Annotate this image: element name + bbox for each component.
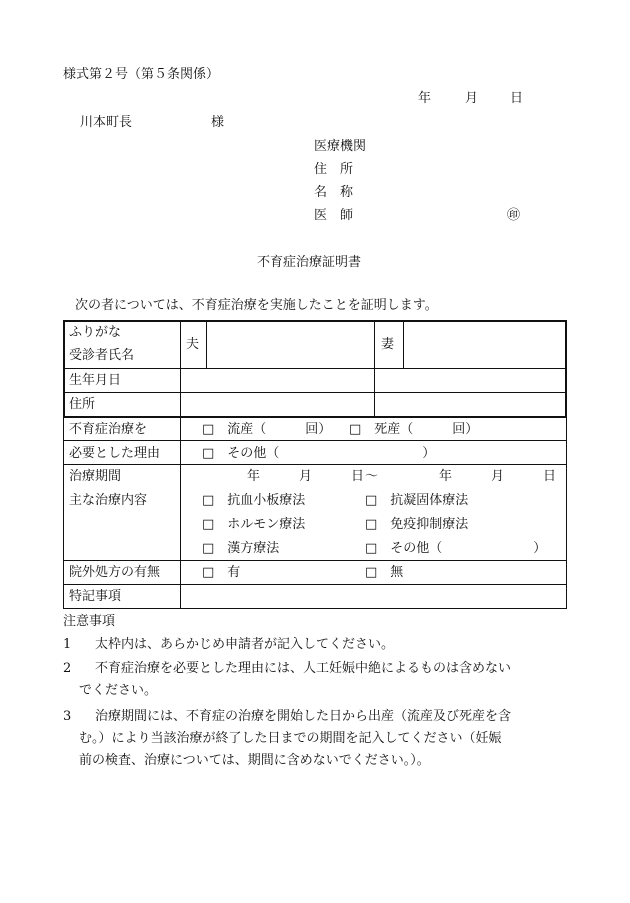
note-1 [63,634,568,656]
period-tilde: ～ [365,469,379,484]
birthdate-label: 生年月日 [69,373,122,388]
patient-name-label: 受診者氏名 [69,348,135,363]
note-2-number: 2 [63,661,72,676]
note-3-text-a: 治療期間には、不育症の治療を開始した日から出産（流産及び死産を含 [95,709,512,724]
period-start: 年 月 日 [247,469,365,484]
note-2 [63,658,568,702]
addressee: 川本町長 [80,115,133,130]
prescription-yes-checkbox[interactable]: □ 有 [202,565,241,580]
issuer-doctor-label: 医 師 [314,208,354,223]
date-year-label: 年 [418,91,432,106]
treatment-content-label: 主な治療内容 [69,493,148,508]
form-number: 様式第２号（第５条関係） [63,67,220,82]
stillbirth-checkbox[interactable]: □ 死産（ 回） [349,422,479,437]
date-month-label: 月 [465,91,479,106]
note-2-text-b: でください。 [79,683,158,698]
issuer-address-label: 住 所 [314,162,354,177]
note-1-text: 太枠内は、あらかじめ申請者が記入してください。 [95,637,395,652]
notes-heading: 注意事項 [63,614,116,629]
kampo-checkbox[interactable]: □ 漢方療法 [202,541,280,556]
period-end: 年 月 日 [439,469,557,484]
other-reason-checkbox[interactable]: □ その他（ ） [202,446,436,461]
intro-statement: 次の者については、不育症治療を実施したことを証明します。 [75,298,438,313]
note-3-text-b: む。）により当該治療が終了した日までの期間を記入してください（妊娠 [79,731,502,746]
period-label: 治療期間 [69,469,122,484]
address-label: 住所 [69,397,96,412]
outside-prescription-label: 院外処方の有無 [69,565,161,580]
immunosuppression-checkbox[interactable]: □ 免疫抑制療法 [365,517,469,532]
note-3 [63,706,568,772]
furigana-label: ふりがな [69,325,122,340]
issuer-name-label: 名 称 [314,185,354,200]
honorific: 様 [211,115,225,130]
note-3-number: 3 [63,709,72,724]
note-3-text-c: 前の検査、治療については、期間に含めないでください。）。 [79,753,430,768]
note-1-number: 1 [63,637,72,652]
date-day-label: 日 [510,91,524,106]
hormone-checkbox[interactable]: □ ホルモン療法 [202,517,306,532]
seal-mark: ㊞ [507,208,521,223]
document-title: 不育症治療証明書 [257,255,362,270]
other-treatment-checkbox[interactable]: □ その他（ ） [365,541,547,556]
miscarriage-checkbox[interactable]: □ 流産（ 回） [202,422,332,437]
reason-label-line2: 必要とした理由 [69,446,161,461]
antiplatelet-checkbox[interactable]: □ 抗血小板療法 [202,493,306,508]
issuer-institution-label: 医療機関 [314,139,367,154]
certificate-table [63,320,567,608]
husband-label: 夫 [186,337,200,352]
anticoagulant-checkbox[interactable]: □ 抗凝固体療法 [365,493,469,508]
remarks-label: 特記事項 [69,589,122,604]
prescription-no-checkbox[interactable]: □ 無 [365,565,404,580]
patient-section-border [63,320,567,418]
wife-label: 妻 [381,337,395,352]
reason-label-line1: 不育症治療を [69,422,148,437]
note-2-text-a: 不育症治療を必要とした理由には、人工妊娠中絶によるものは含めない [95,661,512,676]
